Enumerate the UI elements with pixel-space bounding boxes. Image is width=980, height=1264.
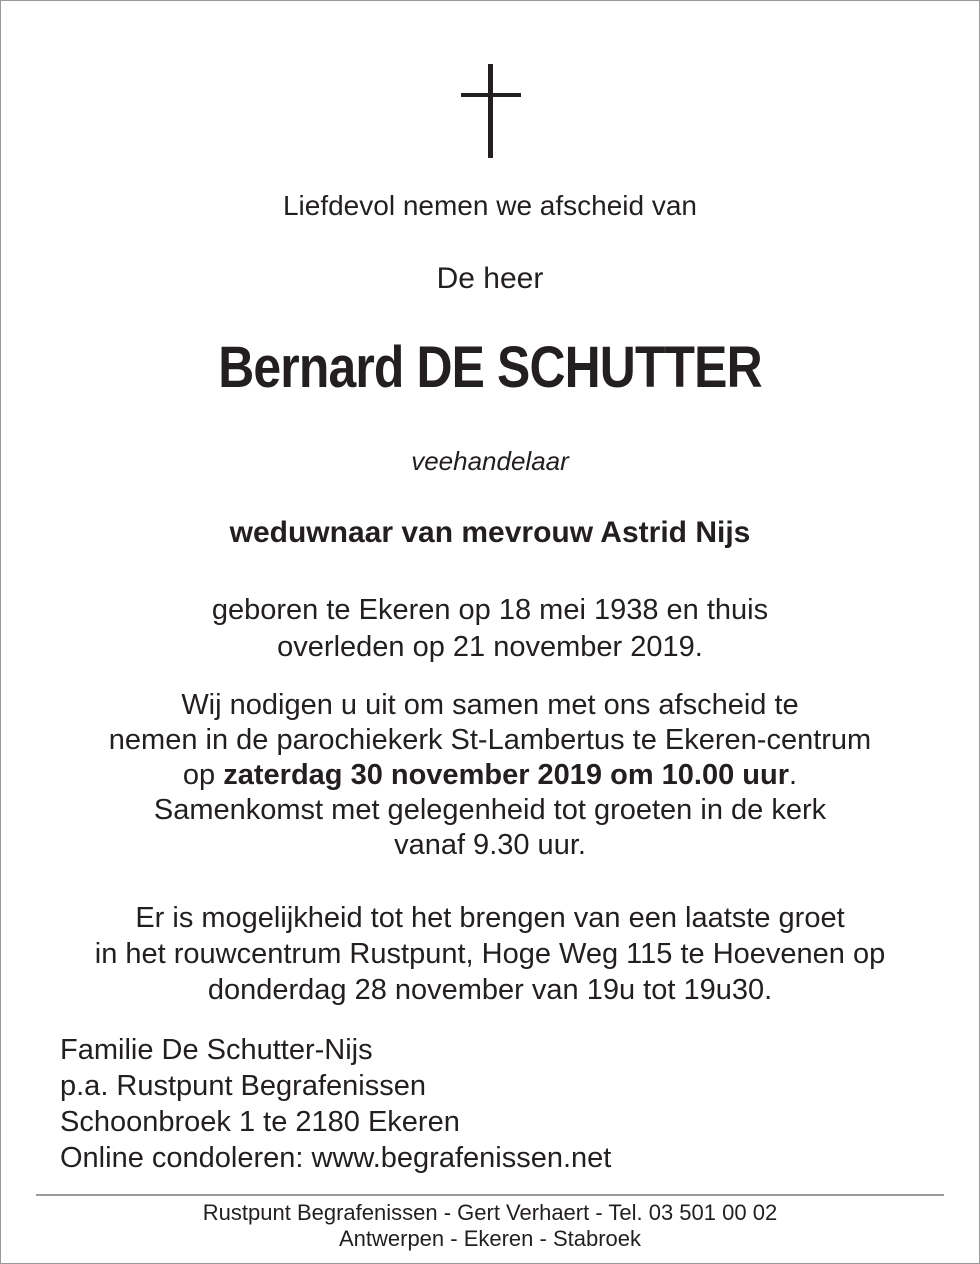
birth-death-paragraph	[0, 592, 980, 666]
viewing-paragraph	[0, 900, 980, 1008]
invitation-line-1: Wij nodigen u uit om samen met ons afscheid te	[181, 689, 799, 721]
honorific: De heer	[436, 262, 544, 295]
intro-text: Liefdevol nemen we afscheid van	[282, 190, 698, 221]
online-condolence-line: Online condoleren: www.begrafenissen.net	[60, 1142, 612, 1174]
viewing-line-1: Er is mogelijkheid tot het brengen van een laatste groet	[135, 902, 845, 934]
birth-line: geboren te Ekeren op 18 mei 1938 en thuis	[211, 594, 769, 626]
invitation-date-prefix: op	[182, 759, 216, 791]
footer	[0, 1200, 980, 1252]
widower-line: weduwnaar van mevrouw Astrid Nijs	[229, 516, 751, 549]
family-address-block	[60, 1032, 611, 1176]
cross-icon	[461, 64, 521, 158]
funeral-home-contact: Rustpunt Begrafenissen - Gert Verhaert - Tel. 03 501 00 02	[202, 1200, 778, 1225]
cross-horizontal-bar	[461, 93, 521, 97]
occupation: veehandelaar	[411, 446, 569, 476]
invitation-line-5: vanaf 9.30 uur.	[394, 829, 586, 861]
care-of-line: p.a. Rustpunt Begrafenissen	[60, 1070, 426, 1102]
invitation-paragraph	[0, 688, 980, 863]
invitation-line-2: nemen in de parochiekerk St-Lambertus te Ekeren-centrum	[108, 724, 872, 756]
viewing-line-2: in het rouwcentrum Rustpunt, Hoge Weg 115 te Hoevenen op	[94, 938, 886, 970]
cross-vertical-bar	[488, 64, 493, 158]
invitation-line-4: Samenkomst met gelegenheid tot groeten in de kerk	[153, 794, 827, 826]
viewing-line-3: donderdag 28 november van 19u tot 19u30.	[207, 974, 773, 1006]
footer-divider	[36, 1194, 944, 1196]
funeral-date-time: zaterdag 30 november 2019 om 10.00 uur	[223, 759, 790, 791]
deceased-name: Bernard DE SCHUTTER	[218, 335, 762, 400]
funeral-home-locations: Antwerpen - Ekeren - Stabroek	[338, 1226, 642, 1251]
address-line: Schoonbroek 1 te 2180 Ekeren	[60, 1106, 460, 1138]
invitation-line-3	[0, 758, 980, 793]
death-line: overleden op 21 november 2019.	[277, 631, 703, 663]
family-name: Familie De Schutter-Nijs	[60, 1034, 373, 1066]
invitation-date-suffix: .	[789, 759, 798, 791]
